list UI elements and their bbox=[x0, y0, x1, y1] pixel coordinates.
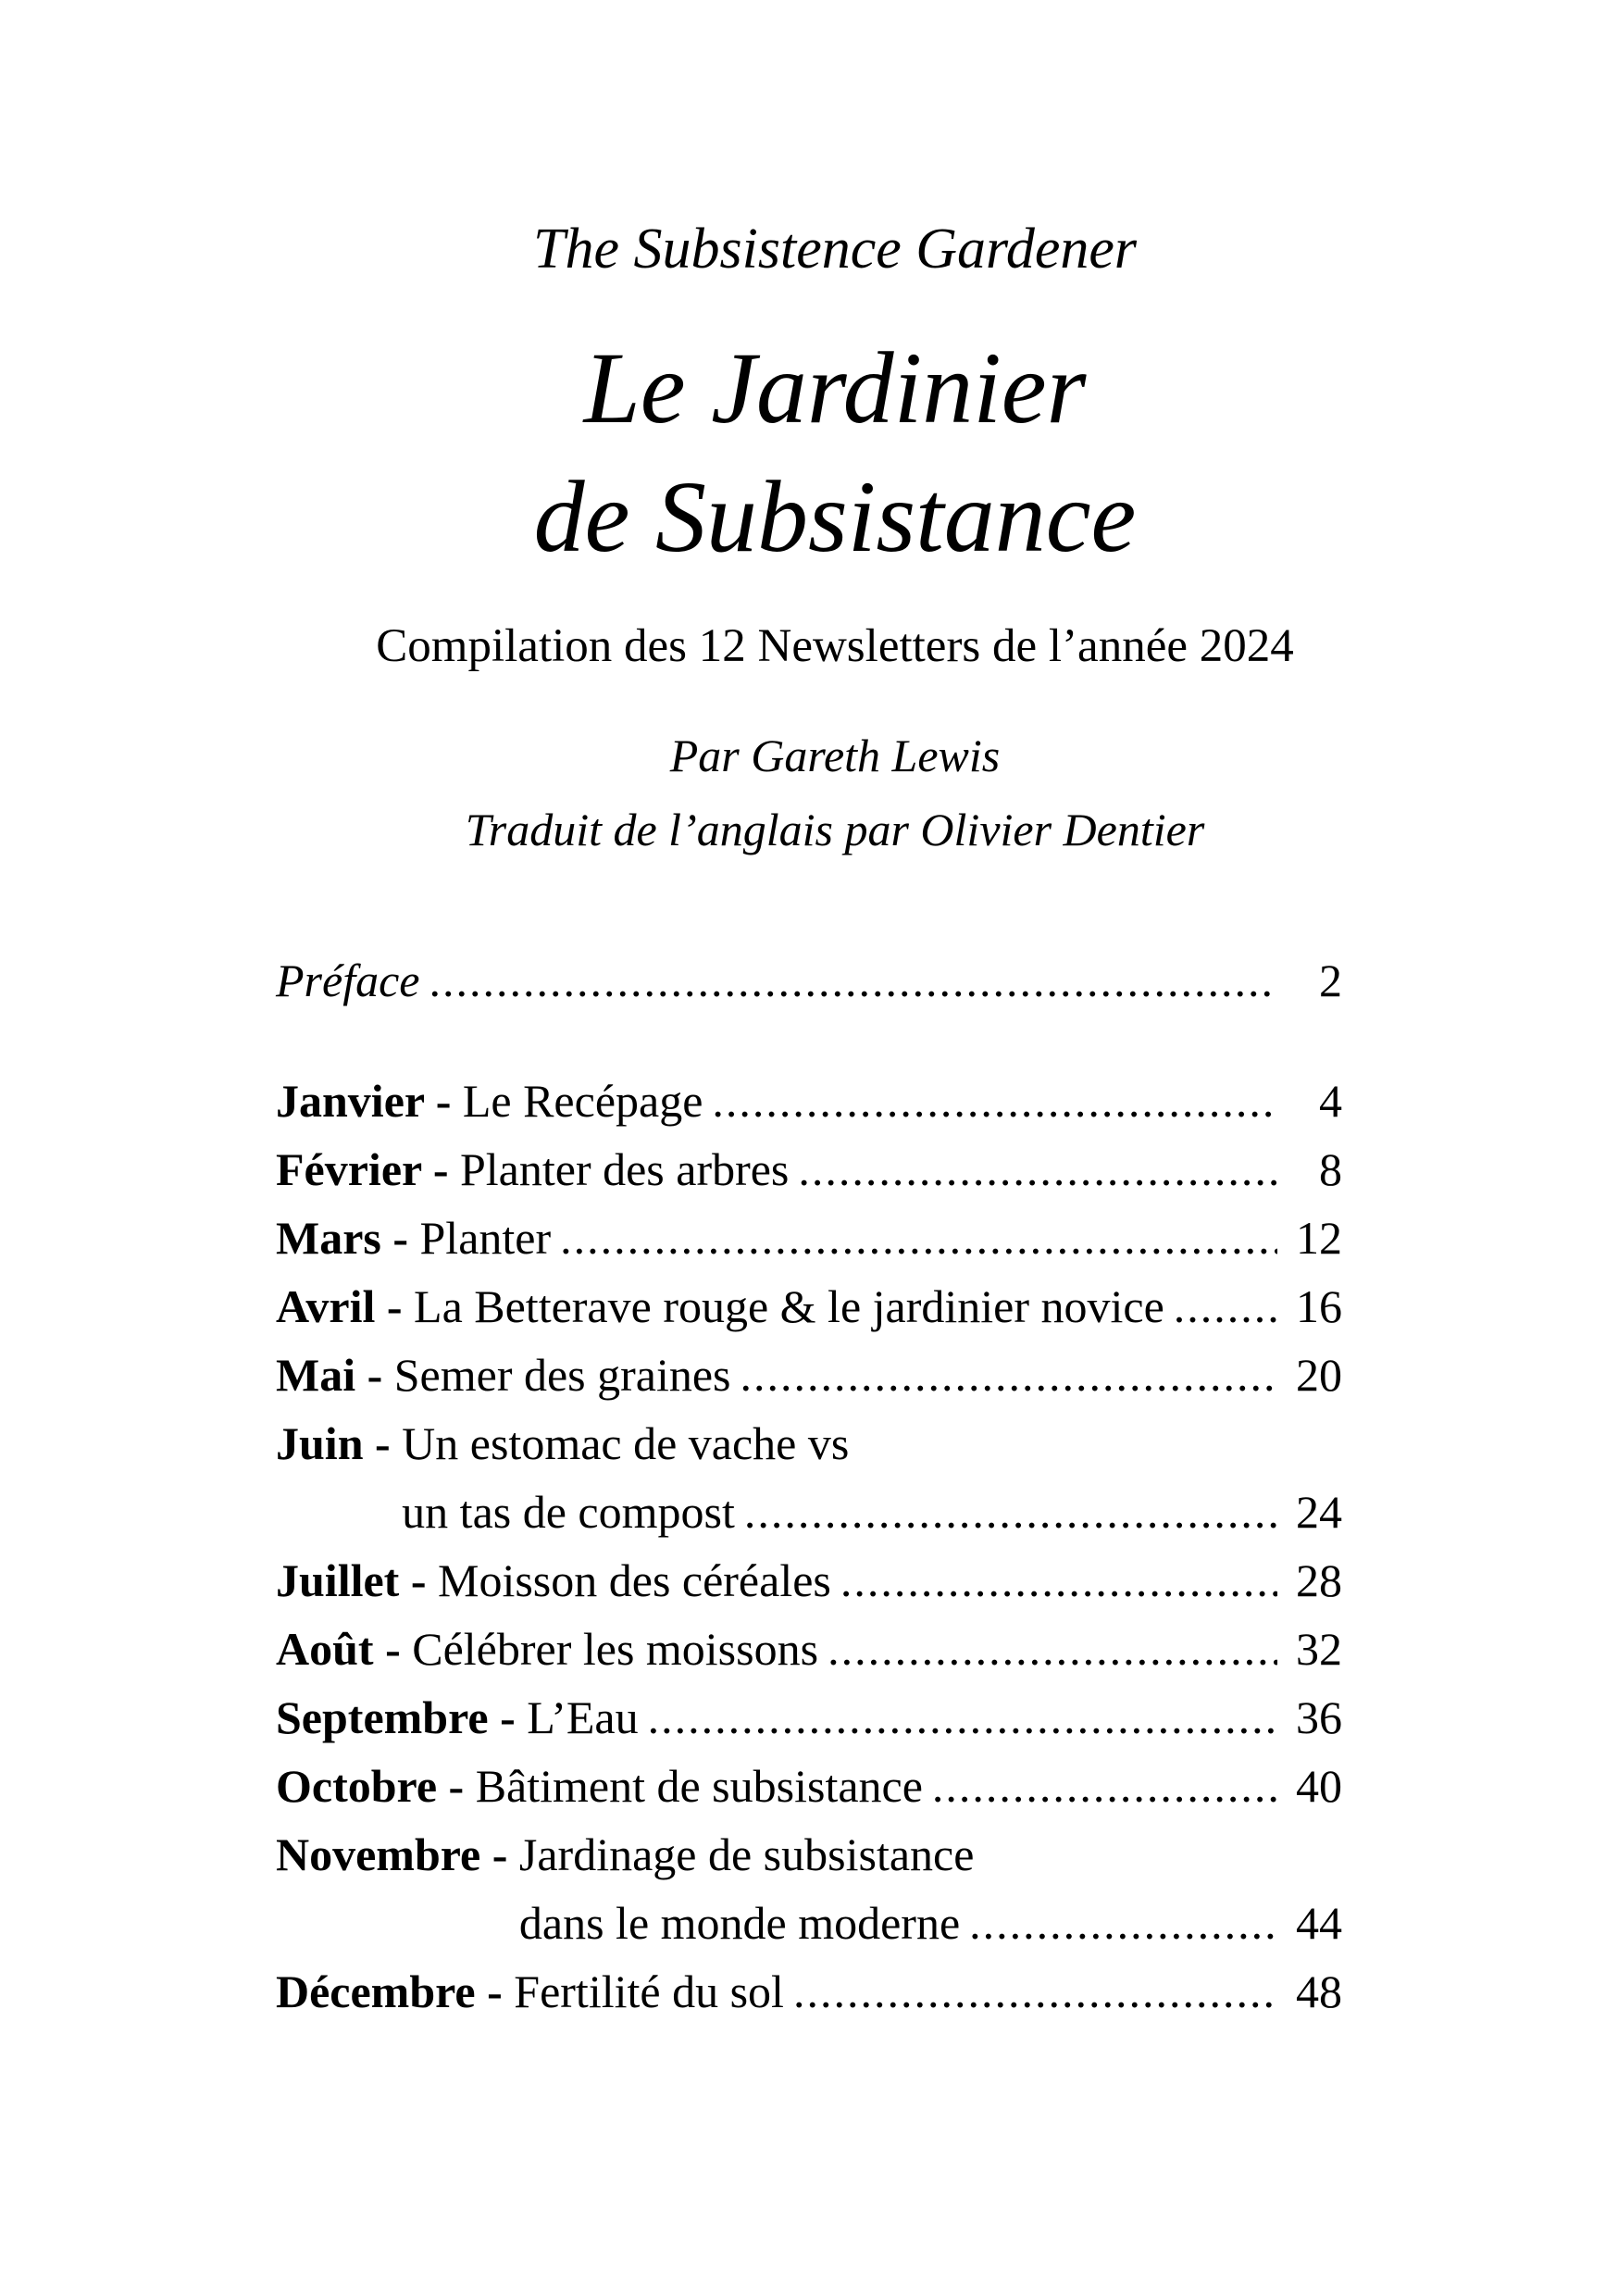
toc-entry-juillet bbox=[276, 1546, 1342, 1615]
toc-leader-dots bbox=[831, 1546, 1277, 1615]
book-title bbox=[52, 324, 1618, 580]
toc-separator: - bbox=[355, 1349, 394, 1402]
toc-title: Un estomac de vache vs bbox=[402, 1417, 850, 1470]
toc-entry-avril bbox=[276, 1272, 1342, 1341]
table-of-contents bbox=[276, 946, 1342, 2026]
toc-separator: - bbox=[373, 1623, 413, 1676]
toc-separator: - bbox=[399, 1554, 438, 1607]
toc-entry-aout bbox=[276, 1615, 1342, 1683]
toc-page-number: 4 bbox=[1319, 1075, 1342, 1128]
toc-title: Planter bbox=[419, 1212, 552, 1265]
toc-page-number: 16 bbox=[1296, 1280, 1342, 1333]
toc-leader-dots bbox=[419, 946, 1277, 1015]
toc-page-number: 44 bbox=[1296, 1897, 1342, 1950]
toc-title: Bâtiment de subsistance bbox=[475, 1760, 923, 1813]
toc-separator: - bbox=[424, 1075, 463, 1128]
toc-separator: - bbox=[480, 1828, 519, 1881]
toc-title: Planter des arbres bbox=[459, 1143, 790, 1196]
toc-month: Août bbox=[276, 1623, 374, 1676]
toc-entry-fevrier bbox=[276, 1135, 1342, 1204]
toc-title: Semer des graines bbox=[393, 1349, 731, 1402]
toc-leader-dots bbox=[789, 1135, 1277, 1204]
toc-separator: - bbox=[421, 1143, 460, 1196]
toc-page-number: 48 bbox=[1296, 1965, 1342, 2018]
toc-page-number: 28 bbox=[1296, 1554, 1342, 1607]
toc-month: Novembre bbox=[276, 1828, 481, 1881]
toc-month: Janvier bbox=[276, 1075, 425, 1128]
toc-separator: - bbox=[437, 1760, 476, 1813]
toc-separator: - bbox=[363, 1417, 403, 1470]
toc-leader-dots bbox=[818, 1615, 1277, 1683]
toc-title: L’Eau bbox=[527, 1691, 639, 1744]
toc-month: Mars bbox=[276, 1212, 381, 1265]
toc-page-number: 8 bbox=[1319, 1143, 1342, 1196]
toc-title: Fertilité du sol bbox=[514, 1965, 784, 2018]
toc-entry-septembre bbox=[276, 1683, 1342, 1752]
toc-leader-dots bbox=[639, 1683, 1277, 1752]
toc-month: Décembre bbox=[276, 1965, 476, 2018]
toc-month: Octobre bbox=[276, 1760, 438, 1813]
toc-separator: - bbox=[380, 1212, 420, 1265]
toc-title-continuation: dans le monde moderne bbox=[518, 1897, 961, 1950]
toc-entry-novembre bbox=[276, 1820, 1342, 1957]
toc-month: Juillet bbox=[276, 1554, 400, 1607]
toc-page-number: 12 bbox=[1296, 1212, 1342, 1265]
toc-title: Célébrer les moissons bbox=[412, 1623, 819, 1676]
toc-entry-mars bbox=[276, 1204, 1342, 1272]
title-block bbox=[0, 220, 1618, 857]
book-subtitle: Compilation des 12 Newsletters de l’année 2024 bbox=[376, 620, 1294, 673]
translation-credit: Traduit de l’anglais par Olivier Dentier bbox=[465, 804, 1205, 856]
toc-page-number: 40 bbox=[1296, 1760, 1342, 1813]
book-title-line-1: Le Jardinier bbox=[583, 331, 1087, 444]
toc-month: Mai bbox=[276, 1349, 356, 1402]
toc-title: Jardinage de subsistance bbox=[518, 1828, 975, 1881]
toc-entry-octobre bbox=[276, 1752, 1342, 1820]
toc-leader-dots bbox=[731, 1341, 1277, 1409]
toc-month: Juin bbox=[276, 1417, 364, 1470]
toc-title: Moisson des céréales bbox=[437, 1554, 831, 1607]
toc-preface-label: Préface bbox=[276, 955, 420, 1007]
toc-leader-dots bbox=[923, 1752, 1277, 1820]
toc-month: Février bbox=[276, 1143, 422, 1196]
toc-month: Septembre bbox=[276, 1691, 489, 1744]
toc-page-number: 2 bbox=[1319, 955, 1342, 1007]
toc-entry-janvier bbox=[276, 1067, 1342, 1135]
toc-leader-dots bbox=[551, 1204, 1277, 1272]
book-pretitle: The Subsistence Gardener bbox=[532, 218, 1138, 281]
toc-separator: - bbox=[488, 1691, 528, 1744]
toc-page-number: 36 bbox=[1296, 1691, 1342, 1744]
toc-title-continuation: un tas de compost bbox=[402, 1486, 735, 1539]
toc-leader-dots bbox=[960, 1889, 1277, 1957]
book-title-line-2: de Subsistance bbox=[533, 459, 1137, 573]
toc-leader-dots bbox=[703, 1067, 1277, 1135]
toc-entry-decembre bbox=[276, 1957, 1342, 2026]
toc-title: Le Recépage bbox=[462, 1075, 703, 1128]
toc-month: Avril bbox=[276, 1280, 376, 1333]
toc-separator: - bbox=[375, 1280, 415, 1333]
toc-separator: - bbox=[475, 1965, 515, 2018]
author-byline: Par Gareth Lewis bbox=[669, 730, 1001, 782]
toc-entry-mai bbox=[276, 1341, 1342, 1409]
toc-leader-dots bbox=[735, 1478, 1277, 1546]
toc-leader-dots bbox=[784, 1957, 1277, 2026]
toc-page-number: 32 bbox=[1296, 1623, 1342, 1676]
toc-entry-juin bbox=[276, 1409, 1342, 1546]
toc-leader-dots bbox=[1164, 1272, 1277, 1341]
toc-section-gap bbox=[276, 1015, 1342, 1067]
toc-page-number: 24 bbox=[1296, 1486, 1342, 1539]
toc-page-number: 20 bbox=[1296, 1349, 1342, 1402]
toc-title: La Betterave rouge & le jardinier novice bbox=[414, 1280, 1164, 1333]
toc-entry-preface bbox=[276, 946, 1342, 1015]
